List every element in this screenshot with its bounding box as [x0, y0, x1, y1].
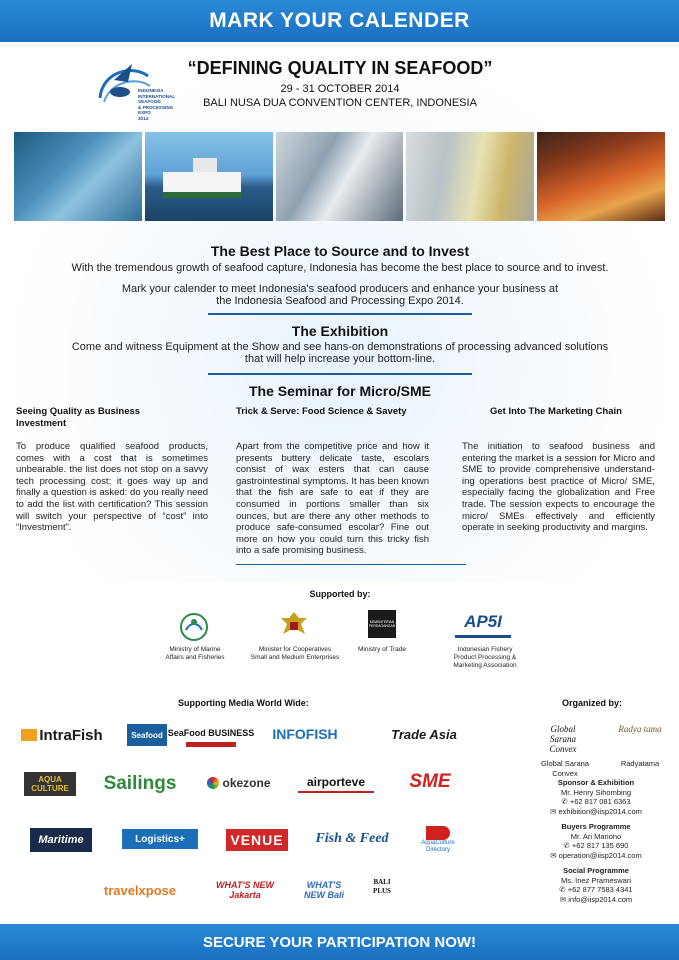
media-logo-whats-new-jakarta: WHAT'S NEW Jakarta	[216, 880, 274, 900]
okezone-mark-icon	[207, 777, 219, 789]
photo-strip	[14, 132, 665, 221]
supporter-cooperatives-ministry	[240, 646, 350, 662]
divider	[236, 564, 466, 565]
media-logo-okezone	[202, 773, 276, 793]
footer-cta[interactable]: SECURE YOUR PARTICIPATION NOW!	[202, 933, 477, 951]
trade-ministry-logo: KEMENTERIAN PERDAGANGAN	[368, 610, 396, 638]
seminar-heading: The Seminar for Micro/SME	[248, 383, 432, 399]
seminar-column-1-heading: Seeing Quality as Business Investment	[16, 406, 141, 429]
mail-icon: ✉	[559, 894, 569, 904]
media-logo-aquaculture-directory	[410, 822, 466, 858]
supporter-ap5i	[440, 646, 530, 670]
logo-line: INTERNATIONAL SEAFOOD	[138, 93, 176, 104]
contact-phone-row	[536, 841, 656, 851]
contact-phone-row	[536, 885, 656, 895]
org-radyatama: Radyatama	[620, 759, 660, 768]
event-title: “DEFINING QUALITY IN SEAFOOD”	[187, 58, 493, 78]
contact-name: Mr. Henry Sihombing	[560, 787, 632, 797]
media-logo-text: IntraFish	[39, 726, 103, 744]
media-logo-sailings: Sailings	[103, 773, 177, 794]
media-logo-airporteve: airporteve	[298, 773, 374, 793]
footer-banner[interactable]	[0, 924, 679, 960]
media-logo-aqua-culture: AQUA CULTURE	[24, 772, 76, 796]
media-logo-bali-plus: BALI PLUS	[373, 878, 391, 895]
phone-icon: ✆	[561, 797, 570, 806]
supported-by-label: Supported by:	[309, 589, 371, 599]
photo-processing-workers	[276, 132, 404, 221]
source-paragraph-1: With the tremendous growth of seafood capture, Indonesia has become the best place to source and to invest.	[71, 262, 609, 274]
source-paragraph-2a: Mark your calender to meet Indonesia's seafood producers and enhance your business at	[121, 283, 559, 295]
intrafish-mark-icon	[21, 729, 37, 741]
divider	[208, 313, 472, 315]
logo-line: INDONESIA	[138, 88, 164, 93]
contact-name: Ms. Inez Prameswari	[560, 875, 632, 885]
contact-name: Mr. Ari Mariono	[570, 831, 622, 841]
contact-title: Buyers Programme	[561, 822, 631, 831]
media-logo-travelxpose: travelxpose	[103, 882, 177, 898]
media-logo-seafood-business: SeaFood BUSINESS	[186, 723, 236, 747]
contact-email-row[interactable]	[536, 851, 656, 861]
divider	[208, 373, 472, 375]
org-global-sarana-convex: Global Sarana Convex	[541, 759, 589, 778]
media-logo-infofish: INFOFISH	[272, 726, 338, 742]
marine-ministry-logo	[178, 610, 210, 644]
contact-buyers-programme	[536, 822, 656, 860]
supporter-name-line: Indonesian Fishery	[457, 646, 513, 653]
exhibition-paragraph-1: Come and witness Equipment at the Show and see hans-on demonstrations of processing advanced solutions	[71, 341, 609, 353]
global-sarana-convex-logo: Global Sarana Convex	[549, 724, 577, 754]
contact-email-row[interactable]	[536, 807, 656, 817]
photo-fish-school	[14, 132, 142, 221]
seminar-column-2-heading: Trick & Serve: Food Science & Savety	[236, 406, 407, 417]
contact-phone-row	[536, 797, 656, 807]
header-title: MARK YOUR CALENDER	[209, 9, 470, 32]
supporter-name-line: Product Processing &	[453, 654, 517, 661]
photo-packing-line	[406, 132, 534, 221]
contact-phone: +62 877 7583 4341	[567, 885, 633, 894]
supporter-name-line: Affairs and Fisheries	[165, 654, 225, 661]
source-heading: The Best Place to Source and to Invest	[210, 243, 470, 259]
media-logo-text: okezone	[222, 776, 271, 790]
supporter-name-line: Minister for Cooperatives	[258, 646, 332, 653]
contact-title: Sponsor & Exhibition	[557, 778, 635, 787]
supporter-name-line: Marketing Association	[453, 662, 517, 669]
logo-line: & PROCESSING EXPO	[138, 104, 174, 115]
boat-icon	[163, 172, 241, 198]
media-logo-fish-feed: Fish & Feed	[315, 831, 389, 846]
mail-icon: ✉	[550, 850, 559, 860]
photo-seafood-display	[537, 132, 665, 221]
contact-phone: +62 817 135 690	[571, 841, 629, 850]
supporter-marine-ministry	[150, 646, 240, 662]
media-logo-text: AquaCulture Directory	[421, 840, 455, 853]
media-logo-logistics: Logistics+	[122, 829, 198, 849]
event-dates: 29 - 31 OCTOBER 2014	[280, 83, 400, 95]
photo-fishing-boat	[145, 132, 273, 221]
event-logo	[92, 58, 182, 120]
contact-social-programme	[536, 866, 656, 904]
media-logo-venue: VENUE	[226, 829, 288, 851]
phone-icon: ✆	[559, 885, 568, 894]
contact-phone: +62 817 081 6363	[569, 797, 631, 806]
organized-by-label: Organized by:	[562, 698, 623, 708]
seminar-column-3-body: The initiation to seafood business and entering the market is a session for Micro and SME to provide comprehensive understand-ing operations best practice of Micro/ SME, especially facing the globalization and Free trade. The session expects to encourage the micro/ SMEs effectively and efficiently operate in seeking productivity and margins.	[462, 441, 655, 534]
mail-icon: ✉	[550, 806, 559, 816]
event-venue: BALI NUSA DUA CONVENTION CENTER, INDONESIA	[203, 97, 477, 109]
radyatama-logo: Radya tama	[618, 724, 662, 734]
seminar-column-1-body: To produce qualified seafood products, comes with a cost that is sometimes unbearable. the list does not stop on a savvy tech processing cost; it goes way up and finally a question is asked: do you really need to add the list with certification? This session will switch your perspective of “cost” into “Investment”.	[16, 441, 208, 534]
logo-line: 2014	[138, 115, 149, 121]
contact-email[interactable]: info@iisp2014.com	[568, 894, 633, 904]
media-logo-maritime: Maritime	[30, 828, 92, 852]
garuda-emblem-logo	[279, 608, 309, 642]
contact-email[interactable]: exhibition@iisp2014.com	[558, 806, 642, 816]
contact-email[interactable]: operation@iisp2014.com	[558, 850, 642, 860]
exhibition-paragraph-2: that will help increase your bottom-line.	[244, 353, 436, 365]
media-logo-whats-new-bali: WHAT'S NEW Bali	[303, 880, 344, 900]
supporting-media-label: Supporting Media World Wide:	[178, 698, 309, 708]
event-logo-text	[138, 88, 184, 121]
contact-title: Social Programme	[563, 866, 629, 875]
media-logo-trade-asia: Trade Asia	[391, 726, 457, 742]
ap5i-logo: AP5I	[455, 612, 511, 638]
source-paragraph-2b: the Indonesia Seafood and Processing Expo 2014.	[216, 295, 464, 307]
exhibition-heading: The Exhibition	[291, 323, 389, 339]
seminar-column-3-heading: Get Into The Marketing Chain	[490, 406, 622, 417]
phone-icon: ✆	[563, 841, 572, 850]
media-logo-intrafish	[16, 725, 108, 745]
contact-sponsor-exhibition	[536, 778, 656, 816]
supporter-name-line: Ministry of Marine	[169, 646, 221, 653]
media-logo-sme: SME	[409, 771, 451, 792]
fish-icon	[426, 826, 450, 840]
seminar-column-2-body: Apart from the competitive price and how it presents buttery delicate taste, escolars consist of wax esters that can cause gastrointestinal symptoms. It has been known that the fish are safe to eat if they are consumed in portions smaller than six ounces, but are there any other methods to produce safe-consumed escolar? Fine out more on how you could turn this tricky fish into a safe promising business.	[236, 441, 429, 557]
supporter-name-line: Ministry of Trade	[357, 646, 407, 653]
header-banner	[0, 0, 679, 42]
supporter-trade-ministry	[345, 646, 419, 654]
supporter-name-line: Small and Medium Enterprises	[250, 654, 340, 661]
contact-email-row[interactable]	[536, 895, 656, 905]
media-logo-seafood: Seafood	[127, 724, 167, 746]
